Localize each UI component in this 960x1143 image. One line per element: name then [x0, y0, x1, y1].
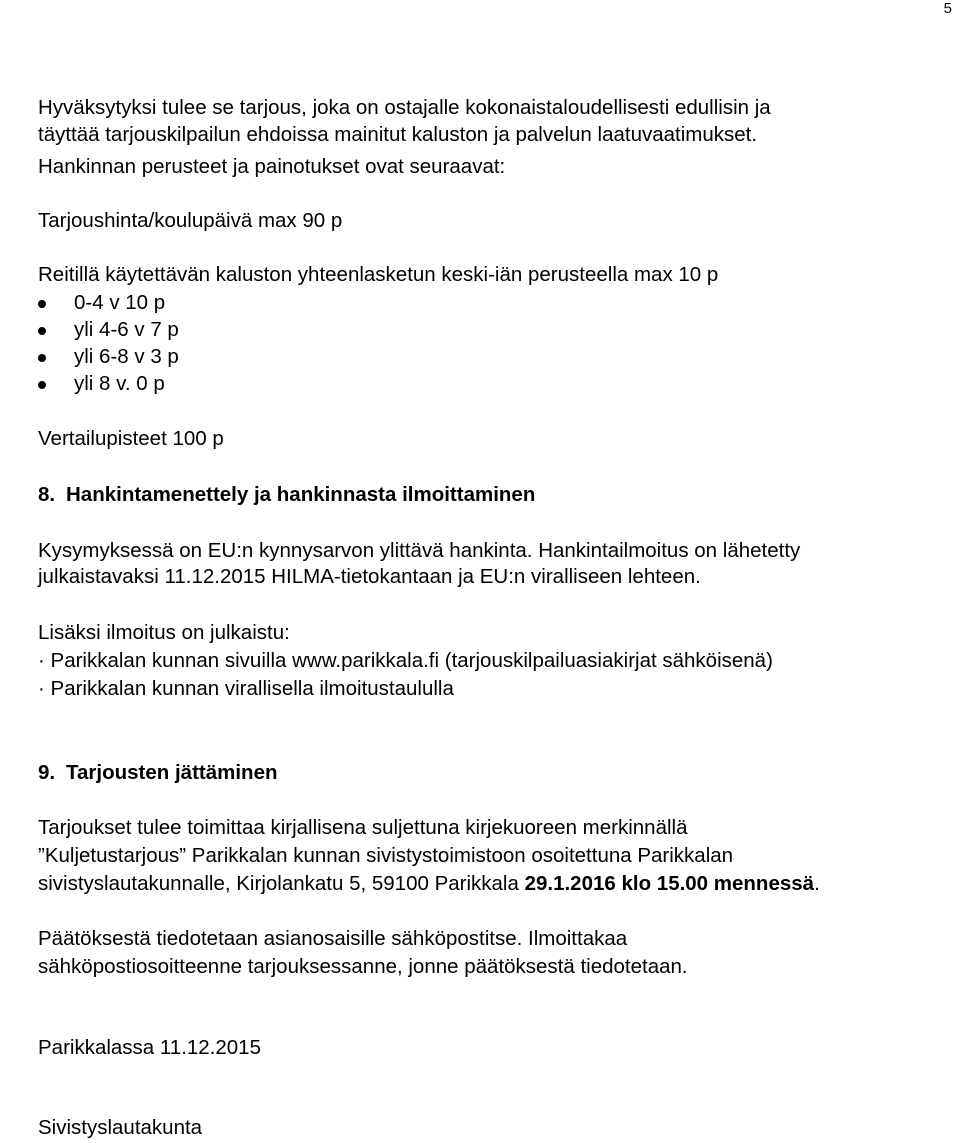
- signature: Sivistyslautakunta: [38, 1116, 203, 1139]
- bullet-icon: [38, 327, 46, 335]
- criterion-price: Tarjoushinta/koulupäivä max 90 p: [38, 209, 343, 232]
- section-8-title: Hankintamenettely ja hankinnasta ilmoittaminen: [66, 483, 536, 506]
- bullet-icon: [38, 300, 46, 308]
- intro-line-2: täyttää tarjouskilpailun ehdoissa mainitut kaluston ja palvelun laatuvaatimukset.: [38, 123, 758, 146]
- section-8-line-1: Kysymyksessä on EU:n kynnysarvon ylittävä hankinta. Hankintailmoitus on lähetetty: [38, 539, 801, 562]
- list-item: yli 6-8 v 3 p: [0, 344, 400, 370]
- intro-line-3: Hankinnan perusteet ja painotukset ovat seuraavat:: [38, 155, 506, 178]
- published-item-website: · Parikkalan kunnan sivuilla www.parikkala.fi (tarjouskilpailuasiakirjat sähköisenä): [38, 649, 773, 672]
- section-9-line-3: [38, 871, 820, 897]
- bullet-icon: [38, 381, 46, 389]
- criterion-fleet-age: Reitillä käytettävän kaluston yhteenlasketun keski-iän perusteella max 10 p: [38, 263, 719, 286]
- page-number: 5: [943, 0, 952, 17]
- section-9-line-1: Tarjoukset tulee toimittaa kirjallisena suljettuna kirjekuoreen merkinnällä: [38, 816, 688, 839]
- bullet-icon: [38, 354, 46, 362]
- section-8-number: 8.: [38, 483, 56, 506]
- also-published-label: Lisäksi ilmoitus on julkaistu:: [38, 621, 290, 644]
- place-date: Parikkalassa 11.12.2015: [38, 1036, 261, 1059]
- list-item: yli 4-6 v 7 p: [0, 317, 400, 343]
- decision-line-2: sähköpostiosoitteenne tarjouksessanne, jonne päätöksestä tiedotetaan.: [38, 955, 688, 978]
- section-9-number: 9.: [38, 761, 56, 784]
- deadline-text: 29.1.2016 klo 15.00 mennessä: [524, 872, 815, 895]
- line-end: .: [814, 872, 820, 895]
- criteria-total: Vertailupisteet 100 p: [38, 427, 224, 450]
- section-9-heading: [38, 760, 278, 786]
- section-8-line-2: julkaistavaksi 11.12.2015 HILMA-tietokantaan ja EU:n viralliseen lehteen.: [38, 565, 701, 588]
- list-item: 0-4 v 10 p: [0, 290, 400, 316]
- section-8-heading: [38, 482, 535, 508]
- decision-line-1: Päätöksestä tiedotetaan asianosaisille sähköpostitse. Ilmoittakaa: [38, 927, 628, 950]
- address-text: sivistyslautakunnalle, Kirjolankatu 5, 59100 Parikkala: [38, 872, 525, 895]
- published-item-noticeboard: · Parikkalan kunnan virallisella ilmoitustaululla: [38, 677, 454, 700]
- list-item: yli 8 v. 0 p: [0, 371, 400, 397]
- intro-line-1: Hyväksytyksi tulee se tarjous, joka on ostajalle kokonaistaloudellisesti edullisin ja: [38, 96, 771, 119]
- section-9-title: Tarjousten jättäminen: [66, 761, 278, 784]
- section-9-line-2: ”Kuljetustarjous” Parikkalan kunnan sivistystoimistoon osoitettuna Parikkalan: [38, 844, 734, 867]
